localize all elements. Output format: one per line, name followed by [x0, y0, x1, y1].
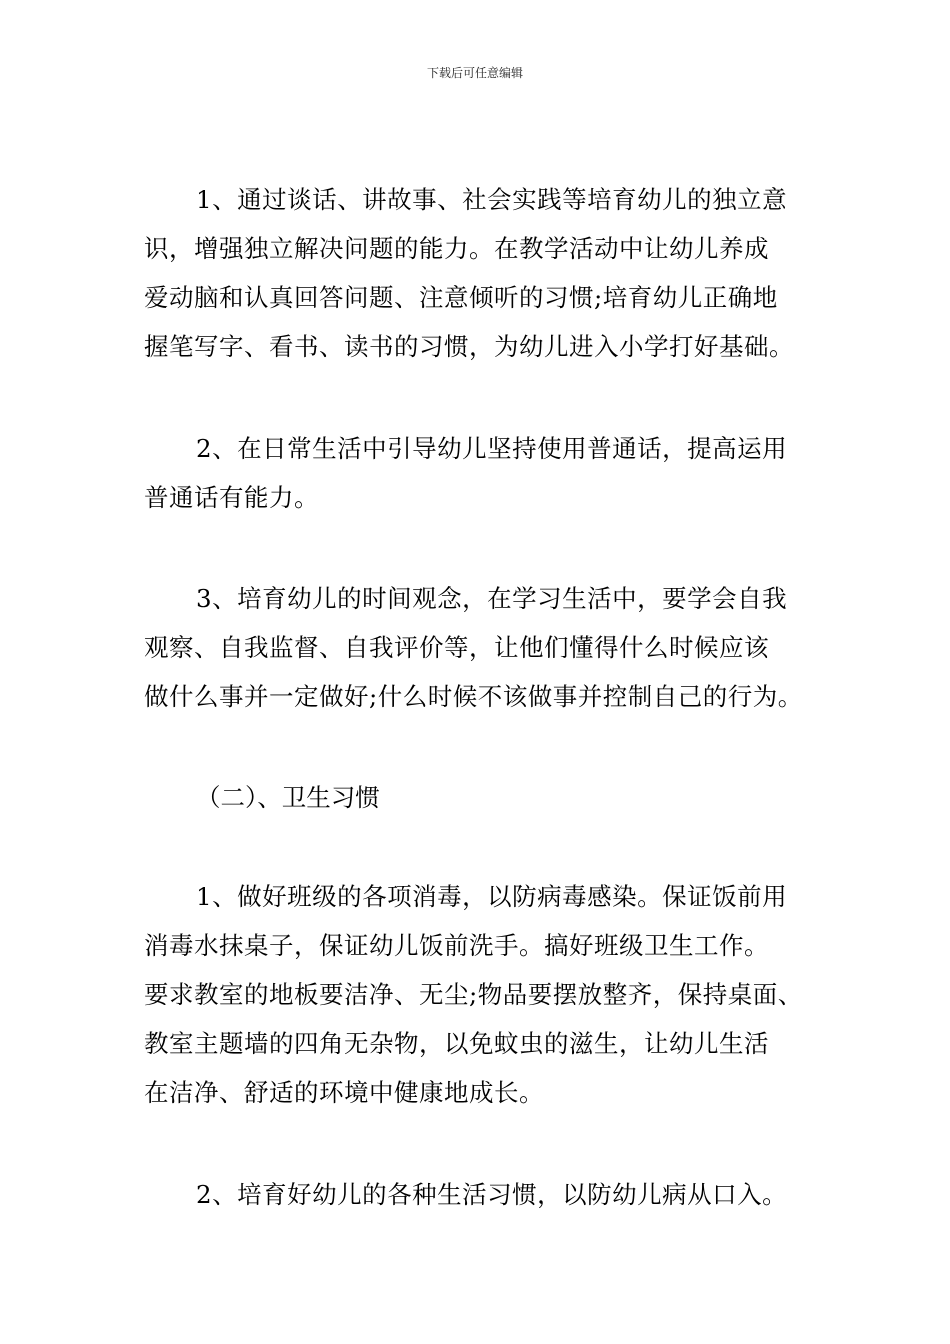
- hygiene-paragraph-1: [144, 872, 812, 1117]
- section-heading: （二）、卫生习惯: [196, 783, 380, 812]
- paragraph-2: [144, 424, 812, 522]
- page-header: 下载后可任意编辑: [426, 66, 523, 80]
- paragraph-1: [144, 175, 812, 371]
- paragraph-line: 观察、自我监督、自我评价等，让他们懂得什么时候应该: [144, 633, 769, 662]
- paragraph-line: 握笔写字、看书、读书的习惯，为幼儿进入小学打好基础。: [144, 332, 794, 361]
- paragraph-line: 在洁净、舒适的环境中健康地成长。: [144, 1078, 544, 1107]
- paragraph-3: [144, 574, 812, 721]
- paragraph-line: 消毒水抹桌子，保证幼儿饭前洗手。搞好班级卫生工作。: [144, 931, 769, 960]
- paragraph-line: 1、通过谈话、讲故事、社会实践等培育幼儿的独立意: [196, 185, 788, 214]
- paragraph-line: 2、在日常生活中引导幼儿坚持使用普通话，提高运用: [196, 434, 788, 463]
- paragraph-line: 要求教室的地板要洁净、无尘;物品要摆放整齐，保持桌面、: [144, 980, 803, 1009]
- paragraph-line: 2、培育好幼儿的各种生活习惯，以防幼儿病从口入。: [196, 1180, 788, 1209]
- paragraph-line: 教室主题墙的四角无杂物，以免蚊虫的滋生，让幼儿生活: [144, 1029, 769, 1058]
- paragraph-line: 普通话有能力。: [144, 483, 319, 512]
- paragraph-line: 3、培育幼儿的时间观念，在学习生活中，要学会自我: [196, 584, 788, 613]
- paragraph-line: 做什么事并一定做好;什么时候不该做事并控制自己的行为。: [144, 682, 803, 711]
- paragraph-line: 爱动脑和认真回答问题、注意倾听的习惯;培育幼儿正确地: [144, 283, 778, 312]
- hygiene-paragraph-2: [144, 1170, 812, 1219]
- paragraph-line: 识，增强独立解决问题的能力。在教学活动中让幼儿养成: [144, 234, 769, 263]
- paragraph-line: 1、做好班级的各项消毒，以防病毒感染。保证饭前用: [196, 882, 788, 911]
